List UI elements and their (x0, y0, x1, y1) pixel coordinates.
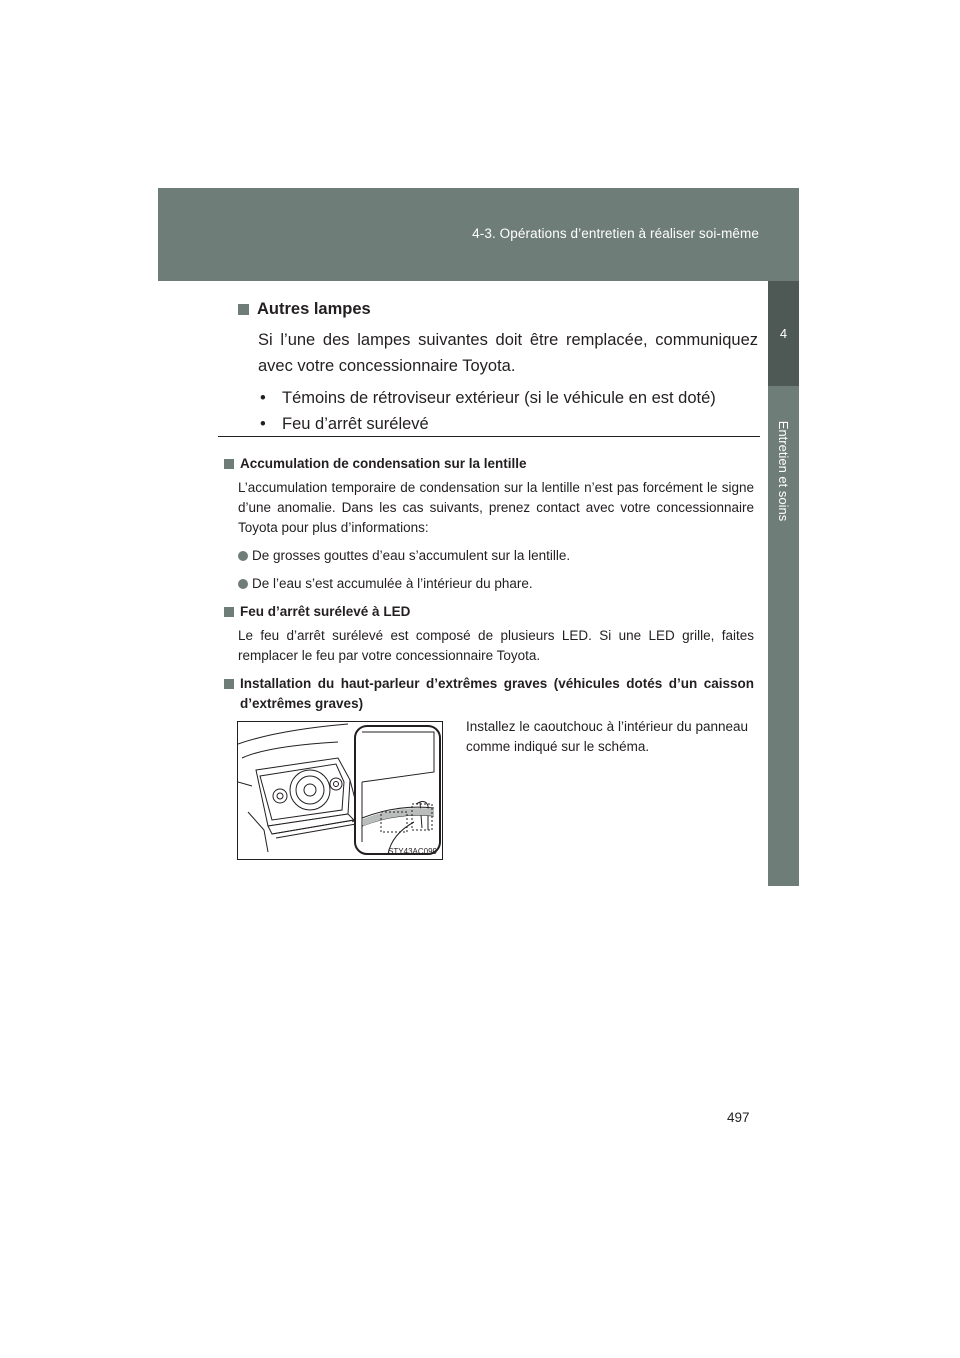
chapter-label: Entretien et soins (776, 420, 791, 522)
circle-bullet-icon (238, 551, 248, 561)
subwoofer-panel-illustration (238, 722, 442, 859)
chapter-side-tab (768, 281, 799, 886)
figure-code: STY43AC099 (388, 847, 437, 856)
page-number: 497 (727, 1110, 750, 1125)
square-bullet-icon (224, 607, 234, 617)
header-band (158, 188, 799, 281)
subwoofer-heading-text: Installation du haut-parleur d’extrêmes graves (véhicules dotés d’un caisson d’extrêmes graves) (240, 676, 754, 711)
section-divider (218, 436, 760, 437)
list-item-text: Feu d’arrêt surélevé (282, 415, 429, 433)
list-item (238, 574, 754, 594)
list-item-text: De grosses gouttes d’eau s’accumulent sur la lentille. (252, 548, 571, 563)
square-bullet-icon (224, 679, 234, 689)
bullet-dot-icon: • (260, 389, 266, 407)
subwoofer-heading (224, 674, 754, 714)
condensation-text: L’accumulation temporaire de condensation sur la lentille n’est pas forcément le signe d’une anomalie. Dans les cas suivants, prenez contact avec votre concessionnaire Toyota pour plus d’informations: (238, 480, 754, 535)
list-item-text: De l’eau s’est accumulée à l’intérieur du phare. (252, 576, 533, 591)
square-bullet-icon (224, 459, 234, 469)
led-heading (224, 602, 754, 622)
led-heading-text: Feu d’arrêt surélevé à LED (240, 604, 411, 619)
other-lamps-list (258, 385, 758, 437)
section-title: 4-3. Opérations d’entretien à réaliser soi-même (472, 226, 759, 241)
subwoofer-installation-figure (237, 721, 443, 860)
condensation-heading (224, 454, 754, 474)
figure-caption: Installez le caoutchouc à l’intérieur du panneau comme indiqué sur le schéma. (466, 719, 748, 754)
chapter-number: 4 (768, 281, 799, 386)
circle-bullet-icon (238, 579, 248, 589)
bullet-dot-icon: • (260, 415, 266, 433)
square-bullet-icon (238, 304, 249, 315)
condensation-heading-text: Accumulation de condensation sur la lentille (240, 456, 527, 471)
list-item (258, 385, 758, 411)
other-lamps-heading-text: Autres lampes (257, 300, 371, 318)
other-lamps-text: Si l’une des lampes suivantes doit être remplacée, communiquez avec votre concessionnaire Toyota. (258, 331, 758, 375)
list-item (258, 411, 758, 437)
notes-section (224, 454, 754, 714)
other-lamps-section (238, 300, 758, 437)
list-item (238, 546, 754, 566)
led-text: Le feu d’arrêt surélevé est composé de plusieurs LED. Si une LED grille, faites remplacer le feu par votre concessionnaire Toyota. (238, 628, 754, 663)
other-lamps-heading (238, 300, 758, 319)
list-item-text: Témoins de rétroviseur extérieur (si le véhicule en est doté) (282, 389, 716, 407)
